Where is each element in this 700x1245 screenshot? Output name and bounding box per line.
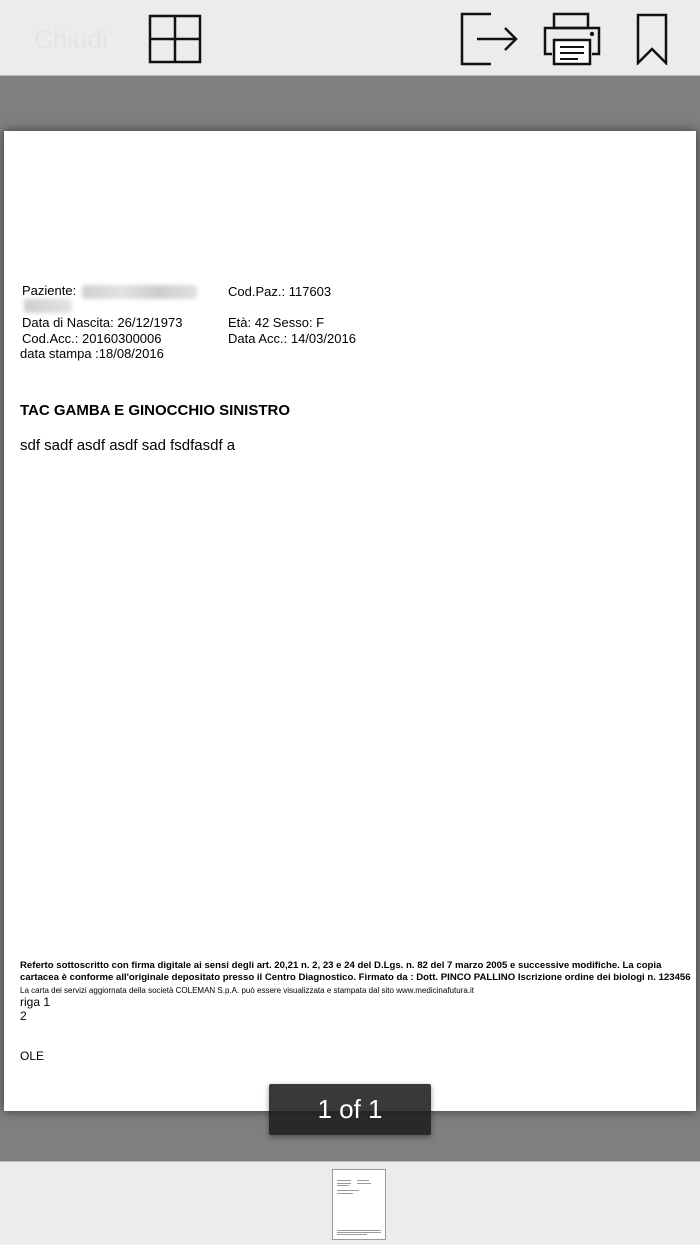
patient-row bbox=[22, 283, 197, 299]
legal-line-1: Referto sottoscritto con firma digitale ai sensi degli art. 20,21 n. 2, 23 e 24 del D.Lgs. n. 82 del 7 marzo 2005 e successive modifiche. La copia bbox=[20, 960, 662, 971]
bookmark-icon[interactable] bbox=[636, 13, 668, 65]
redacted-patient-name bbox=[82, 285, 197, 299]
birth-date: Data di Nascita: 26/12/1973 bbox=[22, 315, 183, 330]
top-toolbar bbox=[0, 0, 700, 76]
print-date: data stampa :18/08/2016 bbox=[20, 346, 164, 361]
age-sex: Età: 42 Sesso: F bbox=[228, 315, 325, 330]
ole-text: OLE bbox=[20, 1049, 45, 1063]
data-acc: Data Acc.: 14/03/2016 bbox=[228, 331, 356, 346]
exam-title: TAC GAMBA E GINOCCHIO SINISTRO bbox=[20, 402, 290, 419]
thumbnail-strip bbox=[0, 1161, 700, 1245]
share-export-icon[interactable] bbox=[459, 12, 519, 66]
cod-acc: Cod.Acc.: 20160300006 bbox=[22, 331, 162, 346]
riga-2: 2 bbox=[20, 1009, 27, 1023]
page-thumbnail[interactable] bbox=[332, 1169, 386, 1240]
riga-1: riga 1 bbox=[20, 995, 51, 1009]
legal-small-note: La carta dei servizi aggiornata della società COLEMAN S.p.A. può essere visualizzata e stampata dal sito www.medicinafutura.it bbox=[20, 986, 474, 995]
document-page bbox=[4, 131, 696, 1111]
patient-label: Paziente: bbox=[22, 283, 77, 298]
cod-paz: Cod.Paz.: 117603 bbox=[228, 284, 332, 299]
printer-icon[interactable] bbox=[542, 12, 602, 66]
page-indicator: 1 of 1 bbox=[269, 1084, 431, 1135]
close-button[interactable]: Chiudi bbox=[34, 24, 108, 54]
exam-text: sdf sadf asdf asdf sad fsdfasdf a bbox=[20, 437, 236, 454]
legal-line-2: cartacea è conforme all'originale depositato presso il Centro Diagnostico. Firmato da : Dott. PINCO PALLINO Iscrizione ordine dei biologi n. 123456 bbox=[20, 972, 691, 983]
redacted-patient-name-line2 bbox=[24, 299, 72, 313]
grid-icon[interactable] bbox=[148, 14, 202, 64]
